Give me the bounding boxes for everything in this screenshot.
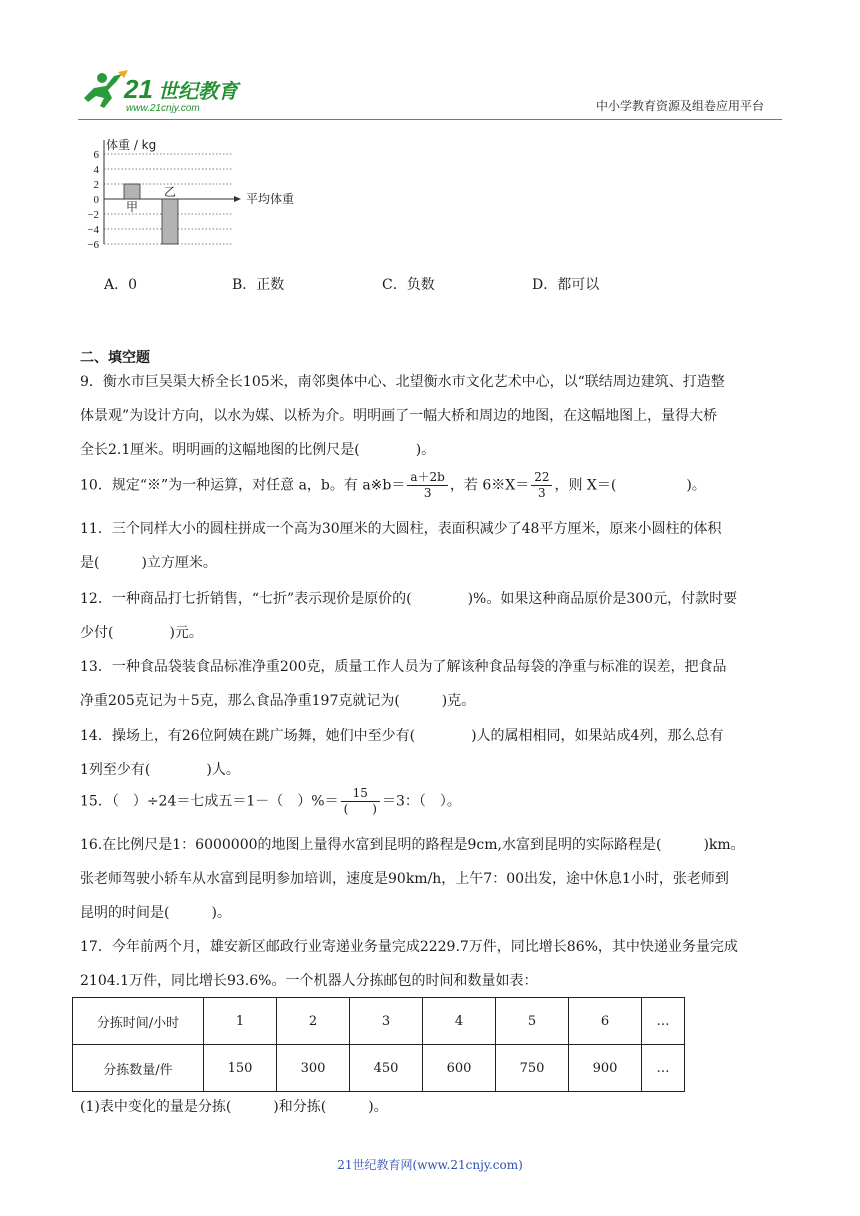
- table-cell: 3: [350, 998, 423, 1045]
- svg-text:21: 21: [124, 74, 153, 104]
- table-cell: 2: [277, 998, 350, 1045]
- q10-frac1-num: a＋2b: [407, 470, 447, 486]
- svg-text:世纪教育: 世纪教育: [158, 79, 238, 103]
- q15: [80, 786, 461, 817]
- bar: [162, 199, 178, 244]
- q12-line1: 12．一种商品打七折销售，“七折”表示现价是原价的( )%。如果这种商品原价是300元，付款时要: [80, 591, 738, 607]
- q10-pre: 10．规定“※”为一种运算，对任意 a，b。有 a※b＝: [80, 477, 406, 494]
- table-cell: 1: [204, 998, 277, 1045]
- svg-text:www.21cnjy.com: www.21cnjy.com: [126, 103, 200, 114]
- y-tick-label: 4: [93, 164, 99, 176]
- option-c[interactable]: C．负数: [382, 277, 435, 293]
- y-tick-label: 2: [93, 179, 99, 191]
- q16-line1: 16.在比例尺是1：6000000的地图上量得水富到昆明的路程是9cm,水富到昆明的实际路程是( )km。: [80, 837, 745, 853]
- q15-post: ＝3：（ ）。: [381, 793, 461, 810]
- y-tick-label: 0: [93, 194, 99, 206]
- q10-mid: ，若 6※X＝: [449, 477, 530, 494]
- y-tick-label: 6: [93, 149, 99, 161]
- q10-post: ，则 X＝( )。: [554, 477, 706, 494]
- q15-frac-den: ( ): [343, 802, 377, 816]
- table-cell: …: [642, 1045, 685, 1092]
- q10-fraction1: [407, 470, 447, 501]
- y-axis-label: 体重 / kg: [106, 138, 157, 152]
- section-title: 二、填空题: [80, 350, 150, 366]
- option-a[interactable]: A．0: [104, 277, 138, 293]
- q9-line3: 全长2.1厘米。明明画的这幅地图的比例尺是( )。: [80, 442, 436, 458]
- option-d[interactable]: D．都可以: [532, 277, 600, 293]
- q15-pre: 15．（ ）÷24＝七成五＝1－（ ）%＝: [80, 793, 339, 810]
- runner-logo-icon: [78, 68, 248, 116]
- q14-line2: 1列至少有( )人。: [80, 762, 240, 778]
- table-row: [73, 998, 685, 1045]
- q17-line2: 2104.1万件，同比增长93.6%。一个机器人分拣邮包的时间和数量如表：: [80, 973, 538, 989]
- bar: [124, 184, 140, 199]
- q10-frac2-num: 22: [531, 470, 552, 486]
- table-cell: 150: [204, 1045, 277, 1092]
- q10-frac2-den: 3: [538, 486, 546, 500]
- q16-line3: 昆明的时间是( )。: [80, 905, 231, 921]
- q12-line2: 少付( )元。: [80, 625, 203, 641]
- q11-line1: 11．三个同样大小的圆柱拼成一个高为30厘米的大圆柱，表面积减少了48平方厘米，原来小圆柱的体积: [80, 521, 722, 537]
- table-cell: 6: [569, 998, 642, 1045]
- y-tick-label: −6: [87, 239, 99, 251]
- sorting-table: [72, 997, 685, 1092]
- chart-svg: [82, 136, 302, 254]
- q10-frac1-den: 3: [423, 486, 432, 500]
- x-axis-label: 平均体重: [246, 192, 295, 206]
- x-axis-arrow: [234, 196, 241, 202]
- table-cell: 4: [423, 998, 496, 1045]
- y-tick-label: −2: [87, 209, 99, 221]
- q11-line2: 是( )立方厘米。: [80, 555, 217, 571]
- bar-category-label: 乙: [163, 185, 177, 199]
- q15-frac-num: 15: [341, 786, 380, 802]
- q10: [80, 470, 706, 501]
- q10-fraction2: [531, 470, 552, 501]
- q13-line2: 净重205克记为＋5克，那么食品净重197克就记为( )克。: [80, 693, 476, 709]
- q9-line2: 体景观”为设计方向，以水为媒、以桥为介。明明画了一幅大桥和周边的地图，在这幅地图上，量得大桥: [80, 408, 718, 424]
- table-header-count: 分拣数量/件: [73, 1045, 204, 1092]
- q16-line2: 张老师驾驶小轿车从水富到昆明参加培训，速度是90km/h，上午7：00出发，途中休息1小时，张老师到: [80, 871, 729, 887]
- table-cell: 750: [496, 1045, 569, 1092]
- q17-line1: 17．今年前两个月，雄安新区邮政行业寄递业务量完成2229.7万件，同比增长86%，其中快递业务量完成: [80, 939, 738, 955]
- table-cell: 450: [350, 1045, 423, 1092]
- q9-line1: 9．衡水市巨吴渠大桥全长105米，南邻奥体中心、北望衡水市文化艺术中心，以“联结周边建筑、打造整: [80, 374, 725, 390]
- platform-name: 中小学教育资源及组卷应用平台: [596, 99, 765, 113]
- q15-fraction: [341, 786, 380, 817]
- table-cell: 600: [423, 1045, 496, 1092]
- header-divider: [78, 119, 782, 120]
- table-cell: 5: [496, 998, 569, 1045]
- table-row: [73, 1045, 685, 1092]
- table-cell: 300: [277, 1045, 350, 1092]
- table-cell: …: [642, 998, 685, 1045]
- table-cell: 900: [569, 1045, 642, 1092]
- q14-line1: 14．操场上，有26位阿姨在跳广场舞，她们中至少有( )人的属相相同，如果站成4列，那么总有: [80, 728, 724, 744]
- q13-line1: 13．一种食品袋装食品标准净重200克，质量工作人员为了解该种食品每袋的净重与标准的误差，把食品: [80, 659, 727, 675]
- option-b[interactable]: B．正数: [232, 277, 285, 293]
- footer: 21世纪教育网(www.21cnjy.com): [337, 1158, 523, 1172]
- y-tick-label: −4: [87, 224, 99, 236]
- table-header-time: 分拣时间/小时: [73, 998, 204, 1045]
- weight-chart: [82, 136, 302, 254]
- bar-category-label: 甲: [125, 200, 139, 214]
- q17-sub1: (1)表中变化的量是分拣( )和分拣( )。: [80, 1099, 388, 1115]
- logo: [78, 68, 248, 116]
